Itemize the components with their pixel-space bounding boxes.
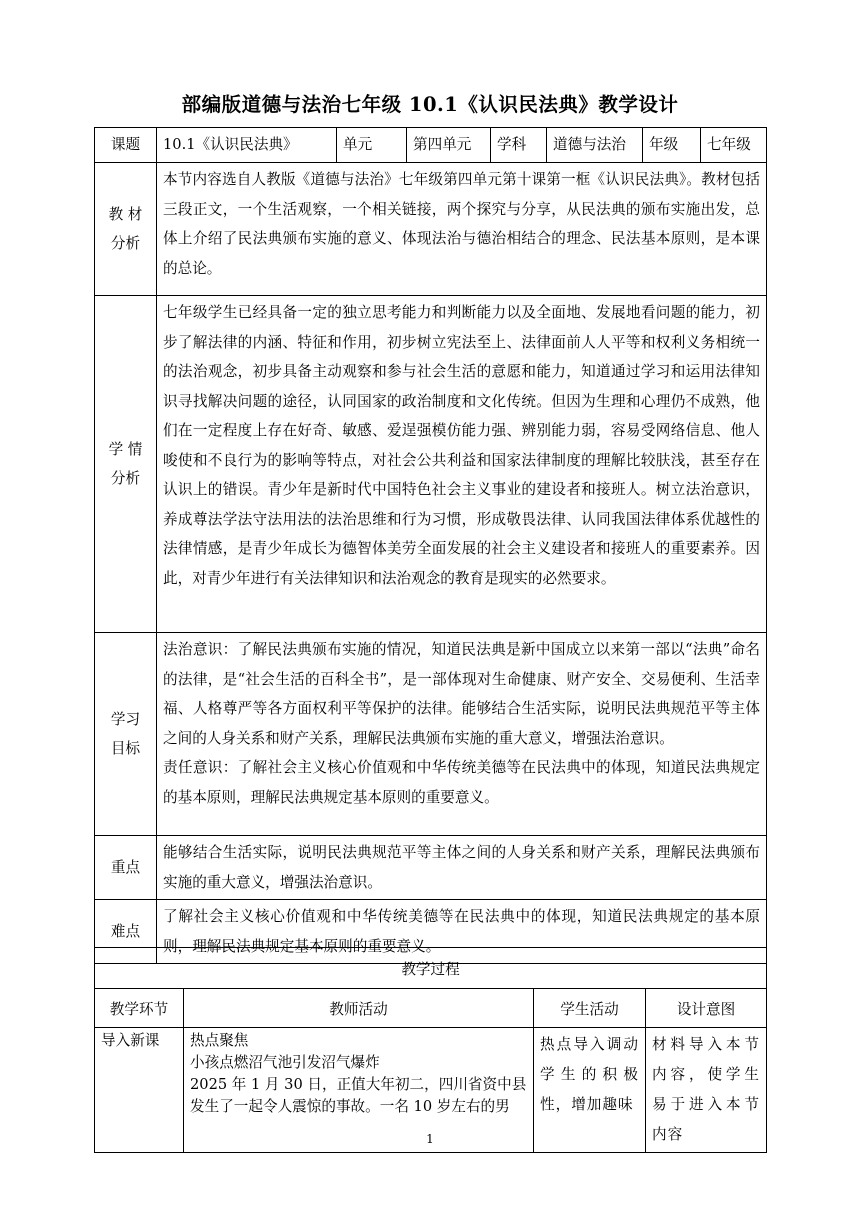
- teacher-line: 发生了一起令人震惊的事故。一名 10 岁左右的男: [190, 1098, 510, 1115]
- lesson-info-table: [94, 127, 767, 964]
- process-heading: 教学过程: [95, 948, 767, 989]
- teaching-process-table: [94, 947, 767, 1153]
- learning-goals-text: [157, 633, 767, 836]
- teacher-line: 热点聚焦: [190, 1032, 249, 1049]
- stage-intro: 导入新课: [95, 1028, 184, 1153]
- topic-label: 课题: [95, 128, 157, 163]
- design-intent: 材料导入本节内容，使学生易于进入本节内容: [646, 1028, 767, 1153]
- process-columns-row: [95, 989, 767, 1028]
- difficult-point-text: 了解社会主义核心价值观和中华传统美德等在民法典中的体现，知道民法典规定的基本原则，理解民法典规定基本原则的重要意义。: [157, 900, 767, 964]
- material-analysis-label: 教 材 分析: [95, 163, 157, 296]
- page-number: 1: [426, 1132, 434, 1146]
- process-heading-row: [95, 948, 767, 989]
- learning-goals-row: [95, 633, 767, 836]
- material-analysis-row: [95, 163, 767, 296]
- key-point-text: 能够结合生活实际，说明民法典规范平等主体之间的人身关系和财产关系，理解民法典颁布实施的重大意义，增强法治意识。: [157, 836, 767, 900]
- column-student: 学生活动: [534, 989, 646, 1028]
- column-intent: 设计意图: [646, 989, 767, 1028]
- material-analysis-text: 本节内容选自人教版《道德与法治》七年级第四单元第十课第一框《认识民法典》。教材包括三段正文，一个生活观察，一个相关链接，两个探究与分享，从民法典的颁布实施出发，总体上介绍了民法典颁布实施的意义、体现法治与德治相结合的理念、民法基本原则，是本课的总论。: [157, 163, 767, 296]
- student-analysis-row: [95, 296, 767, 633]
- subject-value: 道德与法治: [547, 128, 643, 163]
- difficult-point-label: 难点: [95, 900, 157, 964]
- subject-label: 学科: [491, 128, 547, 163]
- student-activity: 热点导入调动学生的积极性，增加趣味: [534, 1028, 646, 1153]
- teacher-line: 小孩点燃沼气池引发沼气爆炸: [190, 1054, 380, 1071]
- grade-label: 年级: [643, 128, 701, 163]
- key-point-row: [95, 836, 767, 900]
- key-point-label: 重点: [95, 836, 157, 900]
- column-stage: 教学环节: [95, 989, 184, 1028]
- column-teacher: 教师活动: [184, 989, 534, 1028]
- teacher-line: 2025 年 1 月 30 日，正值大年初二，四川省资中县: [190, 1076, 527, 1093]
- student-analysis-label: 学 情 分析: [95, 296, 157, 633]
- unit-value: 第四单元: [407, 128, 491, 163]
- goal-law-awareness: 法治意识：了解民法典颁布实施的情况，知道民法典是新中国成立以来第一部以“法典”命名的法律，是“社会生活的百科全书”，是一部体现对生命健康、财产安全、交易便利、生活幸福、人格尊严等各方面权利平等保护的法律。能够结合生活实际，说明民法典规范平等主体之间的人身关系和财产关系，理解民法典颁布实施的重大意义，增强法治意识。: [163, 641, 760, 747]
- document-title: 部编版道德与法治七年级 10.1《认识民法典》教学设计: [181, 93, 679, 116]
- topic-value: 10.1《认识民法典》: [157, 128, 337, 163]
- grade-value: 七年级: [701, 128, 767, 163]
- student-analysis-text: 七年级学生已经具备一定的独立思考能力和判断能力以及全面地、发展地看问题的能力，初步了解法律的内涵、特征和作用，初步树立宪法至上、法律面前人人平等和权利义务相统一的法治观念，初步具备主动观察和参与社会生活的意愿和能力，知道通过学习和运用法律知识寻找解决问题的途径，认同国家的政治制度和文化传统。但因为生理和心理仍不成熟，他们在一定程度上存在好奇、敏感、爱逞强模仿能力强、辨别能力弱，容易受网络信息、他人唆使和不良行为的影响等特点，对社会公共利益和国家法律制度的理解比较肤浅，甚至存在认识上的错误。青少年是新时代中国特色社会主义事业的建设者和接班人。树立法治意识，养成尊法学法守法用法的法治思维和行为习惯，形成敬畏法律、认同我国法律体系优越性的法律情感，是青少年成长为德智体美劳全面发展的社会主义建设者和接班人的重要素养。因此，对青少年进行有关法律知识和法治观念的教育是现实的必然要求。: [157, 296, 767, 633]
- goal-responsibility: 责任意识：了解社会主义核心价值观和中华传统美德等在民法典中的体现，知道民法典规定的基本原则，理解民法典规定基本原则的重要意义。: [163, 759, 760, 806]
- header-row: [95, 128, 767, 163]
- learning-goals-label: 学习 目标: [95, 633, 157, 836]
- unit-label: 单元: [337, 128, 407, 163]
